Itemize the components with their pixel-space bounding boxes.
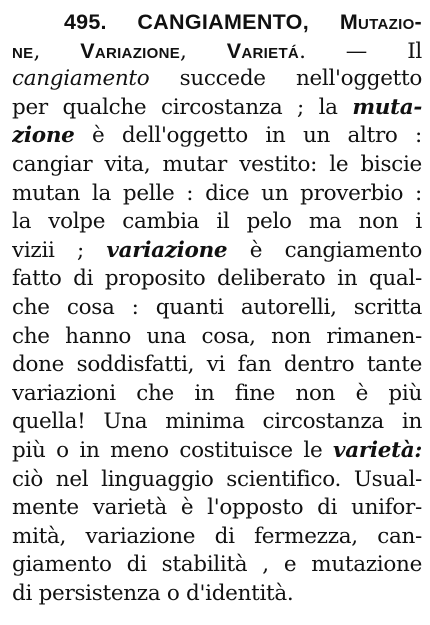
entry-text-line (12, 237, 422, 266)
entry-text-run: cangiamento (12, 66, 150, 92)
entry-text-run: ne (12, 38, 34, 63)
entry-text-run: è dell'oggetto in un altro : (74, 123, 422, 149)
entry-text-line (12, 323, 422, 352)
entry-text-run: Mutazio- (339, 10, 422, 34)
entry-text-run: che hanno una cosa, non rimanen- (12, 323, 422, 349)
entry-text-run: done soddisfatti, vi fan dentro tante (12, 352, 422, 378)
entry-text-run: , (180, 38, 227, 64)
entry-text-run: fatto di proposito deliberato in qual- (12, 266, 422, 292)
entry-text-run: Variazione (80, 38, 181, 63)
entry-text-line (12, 265, 422, 294)
entry-text-run: Varietá (226, 38, 300, 63)
entry-text-run: varietà: (333, 437, 422, 463)
entry-text-run: succede nell'oggetto (149, 66, 422, 92)
entry-text-line (12, 551, 422, 580)
entry-text-run: variazione (106, 237, 228, 263)
entry-text-run: CANGIAMENTO (137, 10, 303, 34)
entry-text-run: variazioni che in fine non è più (12, 380, 422, 406)
entry-text-run: che cosa : quanti autorelli, scritta (12, 294, 422, 320)
entry-text-run: vizii ; (12, 237, 107, 263)
entry-text-line (12, 122, 422, 151)
entry-text-line (12, 494, 422, 523)
entry-text-run: è cangiamento (227, 237, 422, 263)
entry-text-line (12, 208, 422, 237)
entry-text-line (12, 580, 422, 609)
entry-number: 495. (64, 10, 138, 34)
entry-text-run: muta- (352, 94, 422, 120)
entry-heading-line (12, 8, 422, 37)
entry-text-run: , (33, 38, 81, 64)
entry-text-run: quella! Una minima circostanza in (12, 409, 422, 435)
entry-text-run: , (302, 10, 340, 34)
entry-text-line (12, 294, 422, 323)
entry-text-run: mutan la pelle : dice un proverbio : (12, 180, 422, 206)
entry-text-run: . — Il (299, 38, 422, 64)
entry-text-run: di persistenza o d'identità. (12, 580, 294, 606)
entry-text-run: mità, variazione di fermezza, can- (12, 523, 422, 549)
entry-text-line (12, 466, 422, 495)
entry-text-line (12, 351, 422, 380)
entry-text-line (12, 151, 422, 180)
entry-text-run: per qualche circostanza ; la (12, 94, 353, 120)
entry-text-run: la volpe cambia il pelo ma non i (12, 209, 422, 235)
entry-text-line (12, 37, 422, 66)
entry-text-line (12, 380, 422, 409)
entry-text-line (12, 65, 422, 94)
entry-text-run: ciò nel linguaggio scientifico. Usual- (12, 466, 422, 492)
entry-text-line (12, 180, 422, 209)
entry-text-run: mente varietà è l'opposto di unifor- (12, 495, 422, 521)
entry-text-run: più o in meno costituisce le (12, 437, 333, 463)
dictionary-entry (12, 8, 422, 608)
entry-text-run: zione (12, 123, 75, 149)
entry-text-line (12, 523, 422, 552)
entry-text-run: cangiar vita, mutar vestito: le biscie (12, 151, 422, 177)
entry-text-line (12, 408, 422, 437)
entry-text-line (12, 437, 422, 466)
entry-text-line (12, 94, 422, 123)
entry-text-run: giamento di stabilità , e mutazione (12, 552, 422, 578)
